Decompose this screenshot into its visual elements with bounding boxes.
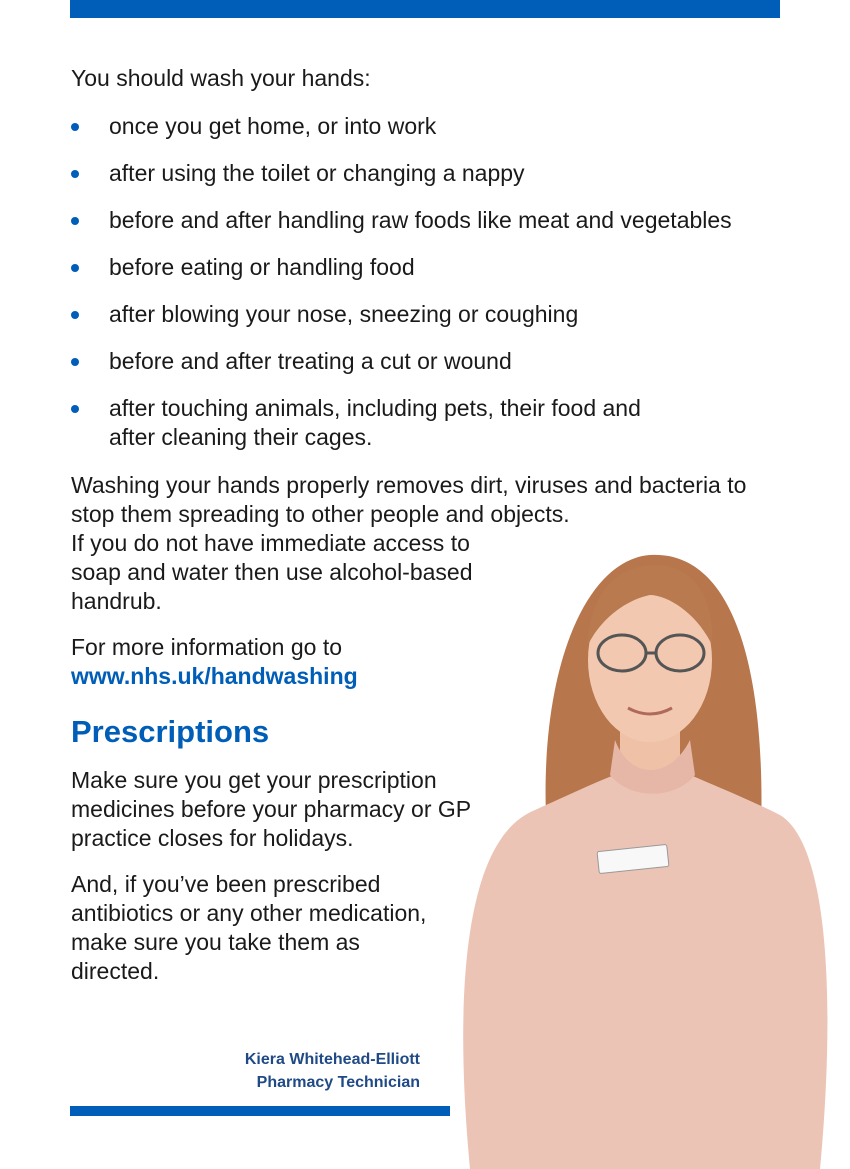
handwashing-list — [71, 112, 791, 470]
bottom-accent-bar — [70, 1106, 450, 1116]
caption-name: Kiera Whitehead-Elliott — [244, 1051, 420, 1068]
prescriptions-paragraph-2: And, if you’ve been prescribed antibiotics or any other medication, make sure you take them as directed. — [71, 871, 427, 984]
bullet-icon — [71, 123, 79, 131]
bullet-icon — [71, 358, 79, 366]
list-item-text: after blowing your nose, sneezing or coughing — [109, 301, 579, 327]
bullet-icon — [71, 405, 79, 413]
list-item — [71, 347, 791, 376]
list-item — [71, 159, 791, 188]
list-item — [71, 253, 791, 282]
list-item — [71, 206, 791, 235]
list-item-text: before and after treating a cut or wound — [109, 348, 512, 374]
bullet-icon — [71, 311, 79, 319]
handwashing-explanation: Washing your hands properly removes dirt, viruses and bacteria to stop them spreading to other people and objects. — [71, 472, 747, 527]
bullet-icon — [71, 170, 79, 178]
list-item-text: after touching animals, including pets, their food and after cleaning their cages. — [109, 395, 641, 450]
more-info-text: For more information go to — [71, 634, 343, 660]
list-item-text: once you get home, or into work — [109, 113, 437, 139]
list-item — [71, 112, 791, 141]
prescriptions-paragraph-1: Make sure you get your prescription medicines before your pharmacy or GP practice closes for holidays. — [71, 767, 471, 851]
list-item-text: after using the toilet or changing a nappy — [109, 160, 525, 186]
list-item-text: before eating or handling food — [109, 254, 415, 280]
list-item — [71, 300, 791, 329]
intro-text: You should wash your hands: — [71, 65, 371, 91]
handrub-advice: If you do not have immediate access to soap and water then use alcohol-based handrub. — [71, 530, 473, 614]
caption-role: Pharmacy Technician — [256, 1074, 420, 1091]
more-info — [71, 633, 491, 691]
prescriptions-heading: Prescriptions — [71, 714, 270, 749]
handwashing-link[interactable]: www.nhs.uk/handwashing — [71, 663, 358, 689]
top-accent-bar — [70, 0, 780, 18]
bullet-icon — [71, 217, 79, 225]
pharmacy-technician-photo — [440, 540, 850, 1169]
list-item-text: before and after handling raw foods like meat and vegetables — [109, 207, 732, 233]
photo-caption — [245, 1048, 420, 1094]
list-item — [71, 394, 669, 452]
bullet-icon — [71, 264, 79, 272]
